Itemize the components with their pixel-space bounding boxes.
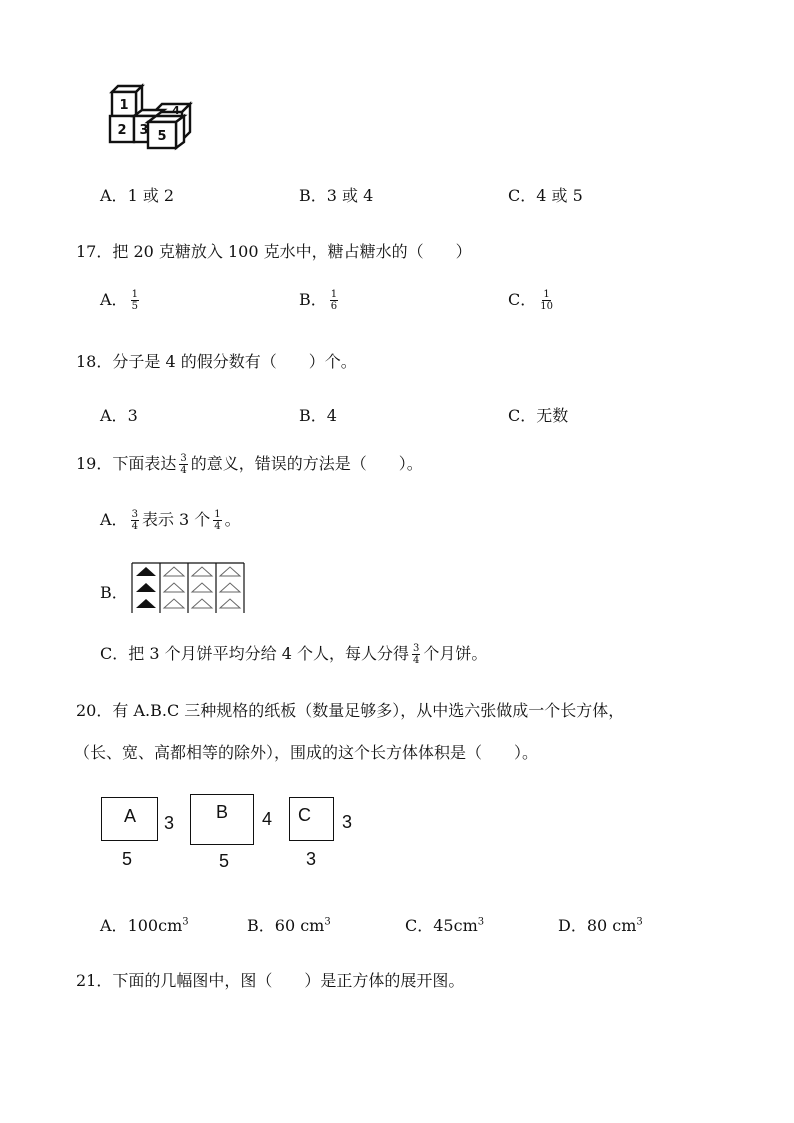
shaded-triangle — [136, 583, 156, 592]
empty-triangle — [192, 567, 212, 576]
board-label: A — [124, 806, 137, 826]
option-text: 60 cm — [274, 916, 325, 935]
option-letter: B． — [299, 406, 327, 425]
option-text: 表示 3 个 — [141, 510, 211, 529]
question-number: 17． — [76, 242, 113, 261]
question-18 — [76, 349, 357, 372]
q20-option-c[interactable] — [405, 913, 484, 936]
question-number: 19． — [76, 454, 113, 473]
unit-exponent: 3 — [182, 916, 189, 928]
q17-option-b[interactable] — [299, 287, 341, 312]
denominator: 10 — [540, 301, 553, 312]
unit-exponent: 3 — [324, 916, 331, 928]
board-a-bottom-length: 5 — [122, 849, 133, 869]
option-text: 3 或 4 — [326, 186, 374, 205]
denominator: 4 — [214, 521, 221, 532]
cube-label-1: 1 — [119, 98, 129, 113]
numerator: 3 — [412, 643, 420, 654]
option-letter: A． — [100, 290, 128, 309]
empty-triangle — [220, 583, 240, 592]
option-text: 4 或 5 — [536, 186, 583, 205]
option-text: 4 — [326, 406, 337, 425]
denominator: 4 — [412, 655, 420, 666]
denominator: 4 — [180, 465, 187, 476]
option-letter: A． — [100, 406, 128, 425]
empty-triangle — [220, 567, 240, 576]
numerator: 3 — [131, 509, 138, 520]
empty-triangle — [192, 599, 212, 608]
numerator: 1 — [330, 289, 338, 300]
cube-stack-figure — [104, 82, 196, 152]
option-letter: A． — [100, 916, 128, 935]
q20-option-a[interactable] — [100, 913, 189, 936]
question-stem: 把 20 克糖放入 100 克水中，糖占糖水的（ ） — [112, 242, 472, 261]
option-text: 45cm — [433, 916, 478, 935]
q19-option-b[interactable] — [100, 580, 128, 603]
option-text: 。 — [224, 510, 241, 529]
q16-option-c[interactable] — [508, 183, 583, 206]
q19-option-c[interactable] — [100, 641, 487, 666]
option-text: 个月饼。 — [423, 644, 488, 663]
board-c — [289, 797, 334, 841]
fraction — [330, 289, 338, 312]
board-b-bottom-length: 5 — [219, 851, 230, 871]
numerator: 3 — [180, 453, 187, 464]
option-text: 把 3 个月饼平均分给 4 个人，每人分得 — [128, 644, 409, 663]
q17-option-a[interactable] — [100, 287, 142, 312]
board-a — [101, 797, 158, 841]
board-label: C — [298, 805, 311, 825]
empty-triangle — [220, 599, 240, 608]
option-letter: C． — [508, 186, 537, 205]
q16-option-b[interactable] — [299, 183, 373, 206]
cube-label-5: 5 — [157, 129, 167, 144]
option-text: 100cm — [127, 916, 183, 935]
option-letter: A． — [100, 510, 128, 529]
q18-option-a[interactable] — [100, 403, 138, 426]
question-stem: （长、宽、高都相等的除外），围成的这个长方体体积是（ ）。 — [74, 743, 539, 762]
q17-option-c[interactable] — [508, 287, 557, 312]
question-stem-part: 下面表达 — [112, 454, 177, 473]
q18-option-b[interactable] — [299, 403, 337, 426]
question-number: 18． — [76, 352, 113, 371]
q20-option-d[interactable] — [558, 913, 643, 936]
board-b-side-length: 4 — [262, 809, 273, 829]
board-a-side-length: 3 — [164, 813, 175, 833]
empty-triangle — [192, 583, 212, 592]
numerator: 1 — [543, 289, 550, 300]
cube-label-4: 4 — [172, 104, 180, 117]
fraction — [412, 643, 420, 666]
cube-label-3: 3 — [139, 123, 149, 138]
option-letter: B． — [299, 186, 327, 205]
numerator: 1 — [131, 289, 138, 300]
fraction — [539, 289, 554, 312]
fraction — [131, 289, 139, 312]
option-letter: B． — [247, 916, 275, 935]
board-c-bottom-length: 3 — [306, 849, 317, 869]
question-stem: 有 A.B.C 三种规格的纸板（数量足够多），从中选六张做成一个长方体， — [112, 701, 625, 720]
triangle-grid-figure — [130, 561, 248, 615]
empty-triangle — [164, 567, 184, 576]
option-text: 无数 — [536, 406, 569, 425]
q18-option-c[interactable] — [508, 403, 568, 426]
board-label: B — [216, 802, 229, 822]
board-b — [190, 794, 254, 845]
option-letter: B． — [100, 583, 128, 602]
option-letter: C． — [508, 290, 537, 309]
question-20-line-2 — [74, 740, 538, 763]
question-number: 21． — [76, 971, 113, 990]
unit-exponent: 3 — [477, 916, 485, 928]
empty-triangle — [164, 583, 184, 592]
question-20-line-1 — [76, 698, 624, 721]
denominator: 5 — [131, 301, 138, 312]
q20-option-b[interactable] — [247, 913, 331, 936]
fraction — [131, 509, 139, 532]
shaded-triangle — [136, 567, 156, 576]
denominator: 6 — [330, 301, 338, 312]
question-17 — [76, 239, 472, 262]
board-c-side-length: 3 — [342, 812, 353, 832]
option-letter: C． — [100, 644, 129, 663]
option-letter: B． — [299, 290, 327, 309]
question-stem: 分子是 4 的假分数有（ ）个。 — [112, 352, 357, 371]
shaded-triangle — [136, 599, 156, 608]
question-21 — [76, 968, 464, 991]
q16-option-a[interactable] — [100, 183, 174, 206]
question-stem-part: 的意义，错误的方法是（ ）。 — [190, 454, 423, 473]
option-text: 1 或 2 — [127, 186, 175, 205]
fraction — [179, 453, 187, 476]
denominator: 4 — [131, 521, 138, 532]
option-letter: D． — [558, 916, 587, 935]
empty-triangle — [164, 599, 184, 608]
fraction — [213, 509, 221, 532]
option-text: 3 — [127, 406, 138, 425]
q19-option-a[interactable] — [100, 507, 241, 532]
option-letter: C． — [405, 916, 434, 935]
unit-exponent: 3 — [636, 916, 643, 928]
option-letter: C． — [508, 406, 537, 425]
question-stem: 下面的几幅图中，图（ ）是正方体的展开图。 — [112, 971, 465, 990]
option-letter: A． — [100, 186, 128, 205]
cube-label-2: 2 — [117, 123, 127, 138]
question-number: 20． — [76, 701, 113, 720]
option-text: 80 cm — [586, 916, 637, 935]
question-19 — [76, 451, 423, 476]
numerator: 1 — [214, 509, 221, 520]
